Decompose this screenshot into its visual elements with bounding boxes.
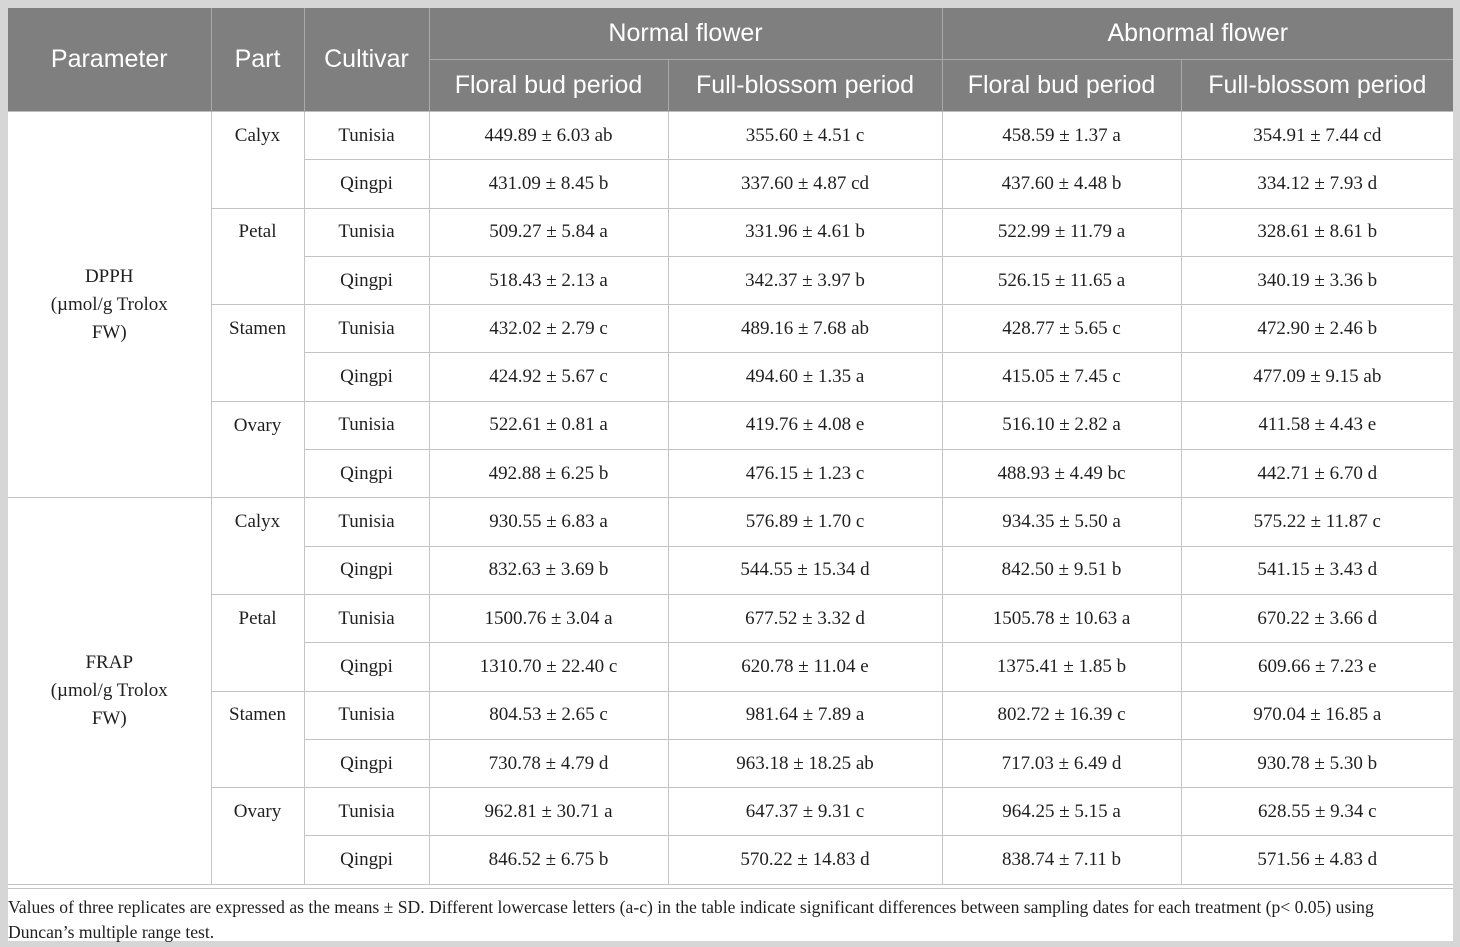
table-row xyxy=(8,256,1453,304)
value-cell: 670.22 ± 3.66 d xyxy=(1181,594,1453,642)
part-cell xyxy=(211,450,304,498)
table-row xyxy=(8,112,1453,160)
cultivar-cell: Tunisia xyxy=(304,691,429,739)
value-cell: 432.02 ± 2.79 c xyxy=(429,305,668,353)
table-row xyxy=(8,691,1453,739)
cultivar-cell: Tunisia xyxy=(304,401,429,449)
value-cell: 571.56 ± 4.83 d xyxy=(1181,836,1453,884)
value-cell: 437.60 ± 4.48 b xyxy=(942,160,1181,208)
header-abnormal-full-blossom: Full-blossom period xyxy=(1181,60,1453,112)
value-cell: 340.19 ± 3.36 b xyxy=(1181,256,1453,304)
value-cell: 516.10 ± 2.82 a xyxy=(942,401,1181,449)
value-cell: 620.78 ± 11.04 e xyxy=(668,643,942,691)
value-cell: 544.55 ± 15.34 d xyxy=(668,546,942,594)
table-row xyxy=(8,836,1453,884)
part-cell xyxy=(211,739,304,787)
header-abnormal-flower: Abnormal flower xyxy=(942,8,1453,60)
value-cell: 509.27 ± 5.84 a xyxy=(429,208,668,256)
cultivar-cell: Tunisia xyxy=(304,594,429,642)
cultivar-cell: Qingpi xyxy=(304,160,429,208)
part-cell: Petal xyxy=(211,594,304,642)
cultivar-cell: Qingpi xyxy=(304,450,429,498)
parameter-line: FW) xyxy=(91,321,127,343)
value-cell: 488.93 ± 4.49 bc xyxy=(942,450,1181,498)
table-footnote xyxy=(8,888,1453,945)
part-cell: Calyx xyxy=(211,112,304,160)
value-cell: 981.64 ± 7.89 a xyxy=(668,691,942,739)
table-row xyxy=(8,643,1453,691)
header-normal-flower: Normal flower xyxy=(429,8,942,60)
value-cell: 424.92 ± 5.67 c xyxy=(429,353,668,401)
value-cell: 846.52 ± 6.75 b xyxy=(429,836,668,884)
cultivar-cell: Tunisia xyxy=(304,112,429,160)
value-cell: 930.78 ± 5.30 b xyxy=(1181,739,1453,787)
value-cell: 970.04 ± 16.85 a xyxy=(1181,691,1453,739)
cultivar-cell: Tunisia xyxy=(304,208,429,256)
parameter-cell xyxy=(8,112,211,498)
parameter-line: (µmol/g Trolox xyxy=(50,680,168,702)
value-cell: 354.91 ± 7.44 cd xyxy=(1181,112,1453,160)
cultivar-cell: Qingpi xyxy=(304,353,429,401)
value-cell: 962.81 ± 30.71 a xyxy=(429,788,668,836)
value-cell: 334.12 ± 7.93 d xyxy=(1181,160,1453,208)
value-cell: 717.03 ± 6.49 d xyxy=(942,739,1181,787)
header-abnormal-floral-bud: Floral bud period xyxy=(942,60,1181,112)
parameter-line: FW) xyxy=(91,708,127,730)
cultivar-cell: Qingpi xyxy=(304,546,429,594)
table-row xyxy=(8,450,1453,498)
value-cell: 963.18 ± 18.25 ab xyxy=(668,739,942,787)
value-cell: 570.22 ± 14.83 d xyxy=(668,836,942,884)
value-cell: 838.74 ± 7.11 b xyxy=(942,836,1181,884)
value-cell: 832.63 ± 3.69 b xyxy=(429,546,668,594)
part-cell: Petal xyxy=(211,208,304,256)
header-normal-floral-bud: Floral bud period xyxy=(429,60,668,112)
parameter-cell xyxy=(8,498,211,884)
cultivar-cell: Tunisia xyxy=(304,498,429,546)
data-table xyxy=(8,8,1453,885)
value-cell: 1310.70 ± 22.40 c xyxy=(429,643,668,691)
value-cell: 609.66 ± 7.23 e xyxy=(1181,643,1453,691)
part-cell: Ovary xyxy=(211,401,304,449)
value-cell: 431.09 ± 8.45 b xyxy=(429,160,668,208)
value-cell: 355.60 ± 4.51 c xyxy=(668,112,942,160)
value-cell: 411.58 ± 4.43 e xyxy=(1181,401,1453,449)
value-cell: 628.55 ± 9.34 c xyxy=(1181,788,1453,836)
value-cell: 419.76 ± 4.08 e xyxy=(668,401,942,449)
value-cell: 677.52 ± 3.32 d xyxy=(668,594,942,642)
cultivar-cell: Qingpi xyxy=(304,256,429,304)
part-cell xyxy=(211,643,304,691)
header-normal-full-blossom: Full-blossom period xyxy=(668,60,942,112)
value-cell: 1375.41 ± 1.85 b xyxy=(942,643,1181,691)
part-cell xyxy=(211,353,304,401)
cultivar-cell: Tunisia xyxy=(304,305,429,353)
value-cell: 576.89 ± 1.70 c xyxy=(668,498,942,546)
table-row xyxy=(8,160,1453,208)
value-cell: 934.35 ± 5.50 a xyxy=(942,498,1181,546)
value-cell: 458.59 ± 1.37 a xyxy=(942,112,1181,160)
footnote-line-1: Values of three replicates are expressed as the means ± SD. Different lowercase letters (a-c) in the table indicate significant differences between sampling dates for each treatment (p< 0.05) using xyxy=(8,897,1374,917)
table-row xyxy=(8,498,1453,546)
value-cell: 331.96 ± 4.61 b xyxy=(668,208,942,256)
part-cell: Stamen xyxy=(211,305,304,353)
value-cell: 328.61 ± 8.61 b xyxy=(1181,208,1453,256)
value-cell: 342.37 ± 3.97 b xyxy=(668,256,942,304)
value-cell: 730.78 ± 4.79 d xyxy=(429,739,668,787)
cultivar-cell: Qingpi xyxy=(304,836,429,884)
value-cell: 842.50 ± 9.51 b xyxy=(942,546,1181,594)
table-sheet xyxy=(8,8,1453,941)
part-cell xyxy=(211,256,304,304)
table-row xyxy=(8,788,1453,836)
value-cell: 494.60 ± 1.35 a xyxy=(668,353,942,401)
value-cell: 541.15 ± 3.43 d xyxy=(1181,546,1453,594)
table-row xyxy=(8,739,1453,787)
part-cell xyxy=(211,160,304,208)
table-row xyxy=(8,353,1453,401)
table-header xyxy=(8,8,1453,112)
value-cell: 526.15 ± 11.65 a xyxy=(942,256,1181,304)
value-cell: 449.89 ± 6.03 ab xyxy=(429,112,668,160)
cultivar-cell: Tunisia xyxy=(304,788,429,836)
parameter-line: DPPH xyxy=(84,265,134,287)
value-cell: 802.72 ± 16.39 c xyxy=(942,691,1181,739)
header-part: Part xyxy=(211,8,304,112)
value-cell: 1505.78 ± 10.63 a xyxy=(942,594,1181,642)
part-cell: Calyx xyxy=(211,498,304,546)
parameter-line: FRAP xyxy=(85,652,134,674)
part-cell xyxy=(211,836,304,884)
header-parameter: Parameter xyxy=(8,8,211,112)
value-cell: 522.61 ± 0.81 a xyxy=(429,401,668,449)
value-cell: 476.15 ± 1.23 c xyxy=(668,450,942,498)
value-cell: 337.60 ± 4.87 cd xyxy=(668,160,942,208)
value-cell: 930.55 ± 6.83 a xyxy=(429,498,668,546)
part-cell: Stamen xyxy=(211,691,304,739)
value-cell: 442.71 ± 6.70 d xyxy=(1181,450,1453,498)
table-row xyxy=(8,401,1453,449)
value-cell: 964.25 ± 5.15 a xyxy=(942,788,1181,836)
value-cell: 522.99 ± 11.79 a xyxy=(942,208,1181,256)
table-body xyxy=(8,112,1453,885)
table-row xyxy=(8,305,1453,353)
value-cell: 804.53 ± 2.65 c xyxy=(429,691,668,739)
cultivar-cell: Qingpi xyxy=(304,643,429,691)
footnote-line-2: Duncan’s multiple range test. xyxy=(8,922,215,942)
value-cell: 477.09 ± 9.15 ab xyxy=(1181,353,1453,401)
table-row xyxy=(8,208,1453,256)
part-cell: Ovary xyxy=(211,788,304,836)
value-cell: 415.05 ± 7.45 c xyxy=(942,353,1181,401)
value-cell: 575.22 ± 11.87 c xyxy=(1181,498,1453,546)
value-cell: 492.88 ± 6.25 b xyxy=(429,450,668,498)
parameter-line: (µmol/g Trolox xyxy=(50,293,168,315)
value-cell: 1500.76 ± 3.04 a xyxy=(429,594,668,642)
header-cultivar: Cultivar xyxy=(304,8,429,112)
table-row xyxy=(8,594,1453,642)
part-cell xyxy=(211,546,304,594)
value-cell: 489.16 ± 7.68 ab xyxy=(668,305,942,353)
value-cell: 472.90 ± 2.46 b xyxy=(1181,305,1453,353)
value-cell: 518.43 ± 2.13 a xyxy=(429,256,668,304)
value-cell: 428.77 ± 5.65 c xyxy=(942,305,1181,353)
header-row-top xyxy=(8,8,1453,60)
value-cell: 647.37 ± 9.31 c xyxy=(668,788,942,836)
cultivar-cell: Qingpi xyxy=(304,739,429,787)
table-row xyxy=(8,546,1453,594)
